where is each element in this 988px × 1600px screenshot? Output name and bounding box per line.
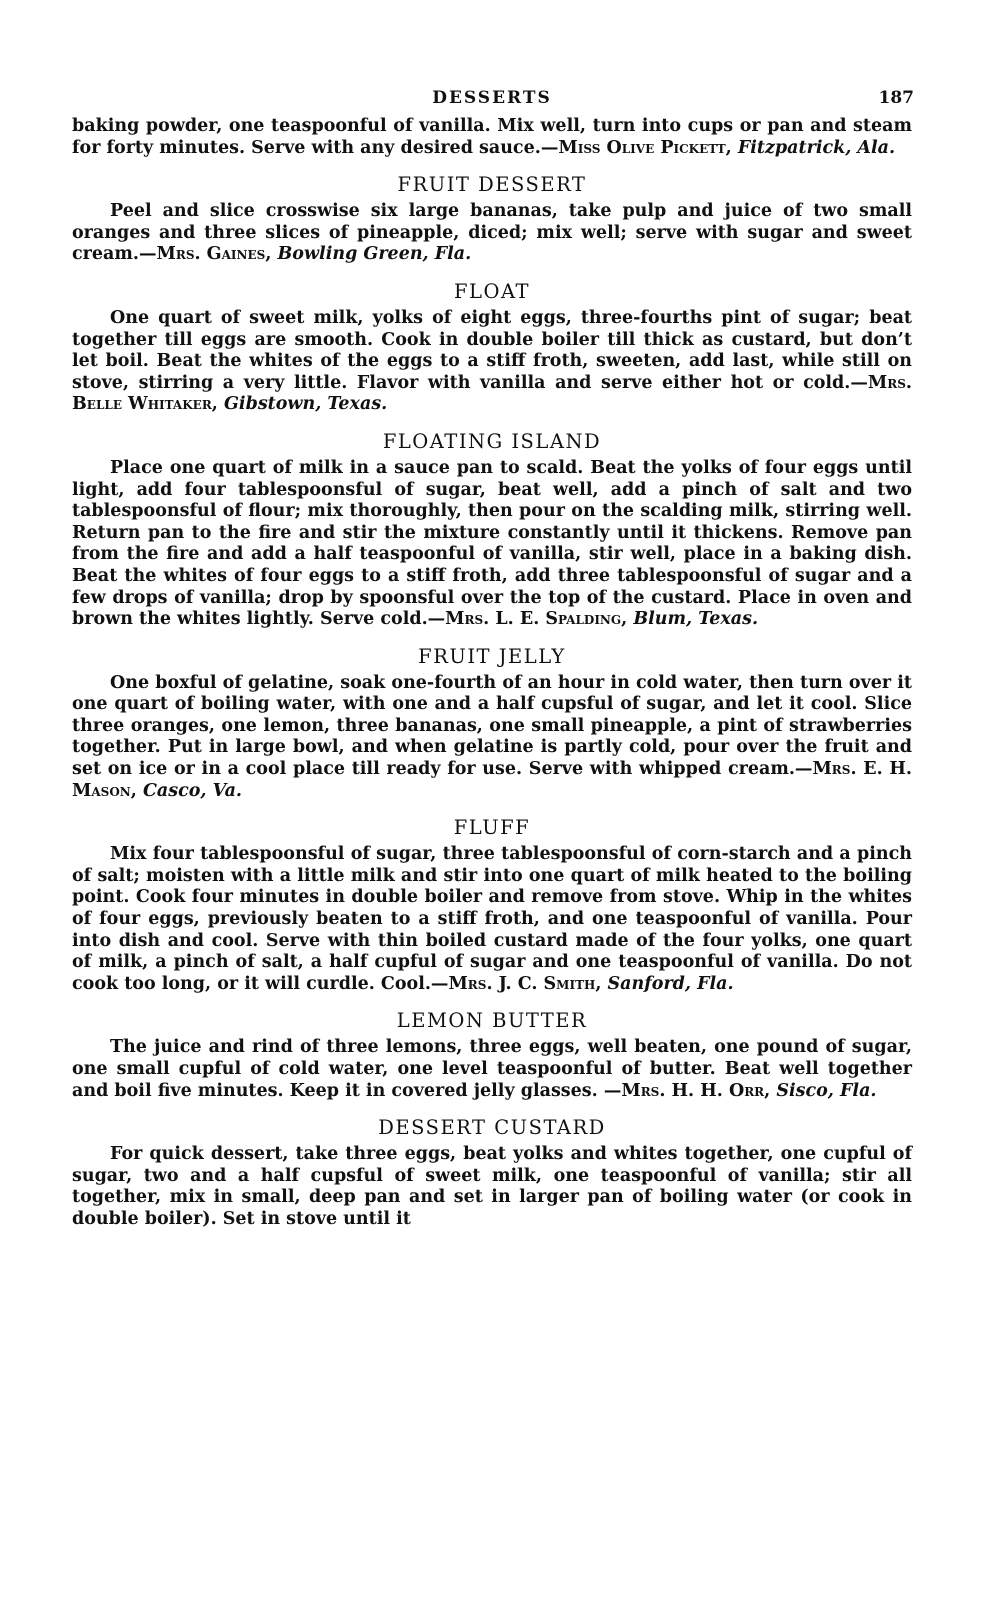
page-number: 187 [878,88,914,108]
recipe-text [72,201,912,266]
continued-recipe-text [72,116,912,159]
contributor-place: Fitzpatrick, Ala. [737,137,896,158]
recipe-text [72,1144,912,1230]
recipe-body: baking powder, one teaspoonful of vanilla. Mix well, turn into cups or pan and steam for forty minutes. Serve with any desired sauce.— [72,116,912,158]
recipe-title: DESSERT CUSTARD [378,1116,606,1140]
recipe-text [72,673,912,803]
recipe-body: Place one quart of milk in a sauce pan to scald. Beat the yolks of four eggs until light, add four tablespoonsful of sugar, beat well, add a pinch of salt and two tablespoonsful of flour; mix thoroughly, then pour on the scalding milk, stirring well. Return pan to the fire and stir the mixture constantly until it thickens. Remove pan from the fire and add a half teaspoonful of vanilla, stir well, place in a baking dish. Beat the whites of four eggs to a stiff froth, add three tablespoonsful of sugar and a few drops of vanilla; drop by spoonsful over the top of the custard. Place in oven and brown the whites lightly. Serve cold.— [72,457,912,630]
recipe-body: For quick dessert, take three eggs, beat yolks and whites together, one cupful of sugar, two and a half cupsful of sweet milk, one teaspoonful of vanilla; stir all together, mix in small, deep pan and set in larger pan of boiling water (or cook in double boiler). Set in stove until it [72,1144,912,1229]
contributor-name: Mrs. Belle Whitaker, [72,372,912,415]
contributor-name: Mrs. E. H. Mason, [72,759,912,801]
contributor-name: Miss Olive Pickett, [558,137,732,158]
recipe-body: Mix four tablespoonsful of sugar, three tablespoonsful of corn-starch and a pinch of salt; moisten with a little milk and stir into one quart of milk heated to the boiling point. Cook four minutes in double boiler and remove from stove. Whip in the whites of four eggs, previously beaten to a stiff froth, and one teaspoonful of vanilla. Pour into dish and cool. Serve with thin boiled custard made of the four yolks, one quart of milk, a pinch of salt, a half cupful of sugar and one teaspoonful of vanilla. Do not cook too long, or it will curdle. Cool.— [72,844,912,994]
contributor-name: Mrs. Gaines, [156,244,272,265]
book-page [72,88,912,1231]
contributor-place: Sanford, Fla. [607,973,734,994]
running-head [72,88,912,116]
recipe-title: FRUIT DESSERT [397,173,587,197]
recipe-body: Peel and slice crosswise six large bananas, take pulp and juice of two small oranges and three slices of pineapple, diced; mix well; serve with sugar and sweet cream.— [72,201,912,265]
recipe-text [72,844,912,995]
recipe-body: One quart of sweet milk, yolks of eight eggs, three-fourths pint of sugar; beat together till eggs are smooth. Cook in double boiler till thick as custard, but don’t let boil. Beat the whites of the eggs to a stiff froth, sweeten, add last, while still on stove, stirring a very little. Flavor with vanilla and serve either hot or cold.— [72,307,912,393]
recipe-title: LEMON BUTTER [396,1009,588,1033]
recipe-title: FLOAT [454,279,530,303]
recipe-text [72,458,912,631]
contributor-place: Bowling Green, Fla. [277,244,472,265]
recipe-title: FLUFF [453,816,531,840]
recipe-title: FRUIT JELLY [418,644,566,668]
recipe-text [72,308,912,416]
contributor-place: Blum, Texas. [633,609,759,630]
contributor-name: Mrs. H. H. Orr, [621,1080,771,1101]
contributor-place: Casco, Va. [142,780,243,801]
recipe-text [72,1037,912,1102]
contributor-name: Mrs. L. E. Spalding, [445,609,628,630]
recipe-body: One boxful of gelatine, soak one-fourth of an hour in cold water, then turn over it one quart of boiling water, with one and a half cupsful of sugar, and let it cool. Slice three oranges, one lemon, three bananas, one small pineapple, a pint of strawberries together. Put in large bowl, and when gelatine is partly cold, pour over the fruit and set on ice or in a cool place till ready for use. Serve with whipped cream.— [72,672,912,780]
recipe-body: The juice and rind of three lemons, three eggs, well beaten, one pound of sugar, one small cupful of cold water, one level teaspoonful of butter. Beat well together and boil five minutes. Keep it in covered jelly glasses. — [72,1037,912,1101]
contributor-name: Mrs. J. C. Smith, [448,973,602,994]
page-header-title: DESSERTS [432,88,552,108]
recipe-title: FLOATING ISLAND [382,429,602,453]
contributor-place: Gibstown, Texas. [223,394,388,415]
contributor-place: Sisco, Fla. [776,1080,877,1101]
